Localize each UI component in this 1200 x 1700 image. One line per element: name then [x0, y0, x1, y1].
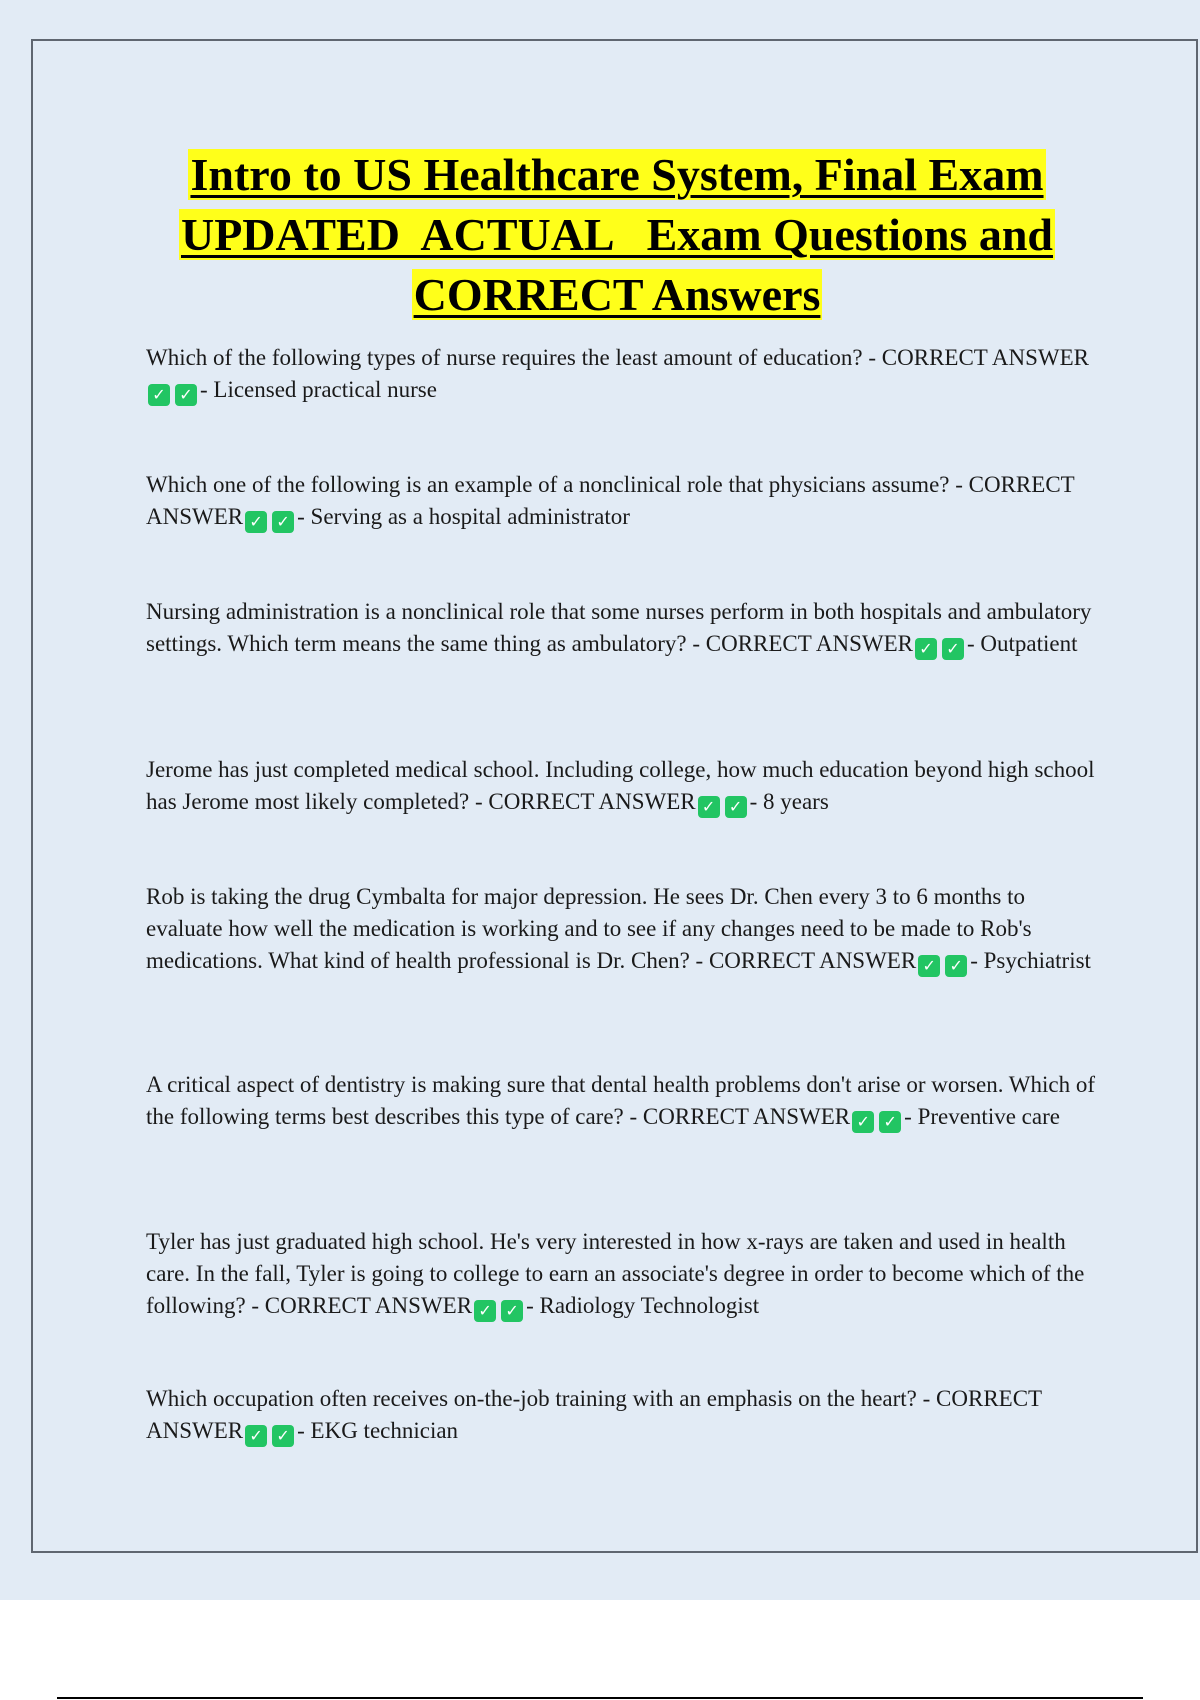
answer-text: - Psychiatrist: [970, 948, 1091, 973]
check-icon: ✓: [245, 511, 267, 533]
check-icon: ✓: [501, 1300, 523, 1322]
question-text: Which of the following types of nurse requires the least amount of education? - CORRECT ANSWER: [146, 345, 1090, 370]
check-icon: ✓: [915, 638, 937, 660]
qa-item: [146, 754, 1096, 818]
title-line: CORRECT Answers: [413, 269, 821, 320]
answer-text: - EKG technician: [297, 1418, 459, 1443]
answer-text: - Preventive care: [904, 1104, 1060, 1129]
check-icon: ✓: [918, 955, 940, 977]
check-icon: ✓: [175, 384, 197, 406]
check-icon: ✓: [245, 1425, 267, 1447]
check-icon: ✓: [725, 796, 747, 818]
qa-item: [146, 469, 1096, 533]
check-icon: ✓: [474, 1300, 496, 1322]
check-icon: ✓: [945, 955, 967, 977]
check-icon: ✓: [148, 384, 170, 406]
check-icon: ✓: [698, 796, 720, 818]
question-text: Which one of the following is an example of a nonclinical role that physicians assume? - CORRECT ANSWER: [146, 472, 1075, 529]
qa-item: [146, 881, 1096, 977]
qa-item: [146, 1226, 1096, 1322]
footer-divider: [57, 1697, 1143, 1699]
check-icon: ✓: [852, 1111, 874, 1133]
qa-item: [146, 596, 1096, 660]
answer-text: - Outpatient: [967, 631, 1078, 656]
check-icon: ✓: [272, 1425, 294, 1447]
qa-item: [146, 1069, 1096, 1133]
answer-text: - 8 years: [749, 789, 829, 814]
document-title: [31, 145, 1200, 325]
check-icon: ✓: [879, 1111, 901, 1133]
qa-item: [146, 1383, 1096, 1447]
answer-text: - Radiology Technologist: [526, 1293, 760, 1318]
question-text: Nursing administration is a nonclinical role that some nurses perform in both hospitals and ambulatory settings. Which term means the same thing as ambulatory? - CORRECT ANSWER: [146, 599, 1092, 656]
question-text: Rob is taking the drug Cymbalta for major depression. He sees Dr. Chen every 3 to 6 months to evaluate how well the medication is working and to see if any changes need to be made to Rob's medications. What kind of health professional is Dr. Chen? - CORRECT ANSWER: [146, 884, 1032, 973]
question-text: Tyler has just graduated high school. He's very interested in how x-rays are taken and used in health care. In the fall, Tyler is going to college to earn an associate's degree in order to become which of the following? - CORRECT ANSWER: [146, 1229, 1085, 1318]
title-line: UPDATED ACTUAL Exam Questions and: [180, 209, 1054, 260]
qa-item: [146, 342, 1096, 406]
answer-text: - Serving as a hospital administrator: [297, 504, 630, 529]
question-text: A critical aspect of dentistry is making sure that dental health problems don't arise or worsen. Which of the following terms best describes this type of care? - CORRECT ANSWER: [146, 1072, 1096, 1129]
answer-text: - Licensed practical nurse: [200, 377, 437, 402]
question-text: Which occupation often receives on-the-job training with an emphasis on the heart? - CORRECT ANSWER: [146, 1386, 1042, 1443]
title-line: Intro to US Healthcare System, Final Exam: [190, 149, 1044, 200]
check-icon: ✓: [272, 511, 294, 533]
check-icon: ✓: [942, 638, 964, 660]
question-text: Jerome has just completed medical school. Including college, how much education beyond high school has Jerome most likely completed? - CORRECT ANSWER: [146, 757, 1095, 814]
